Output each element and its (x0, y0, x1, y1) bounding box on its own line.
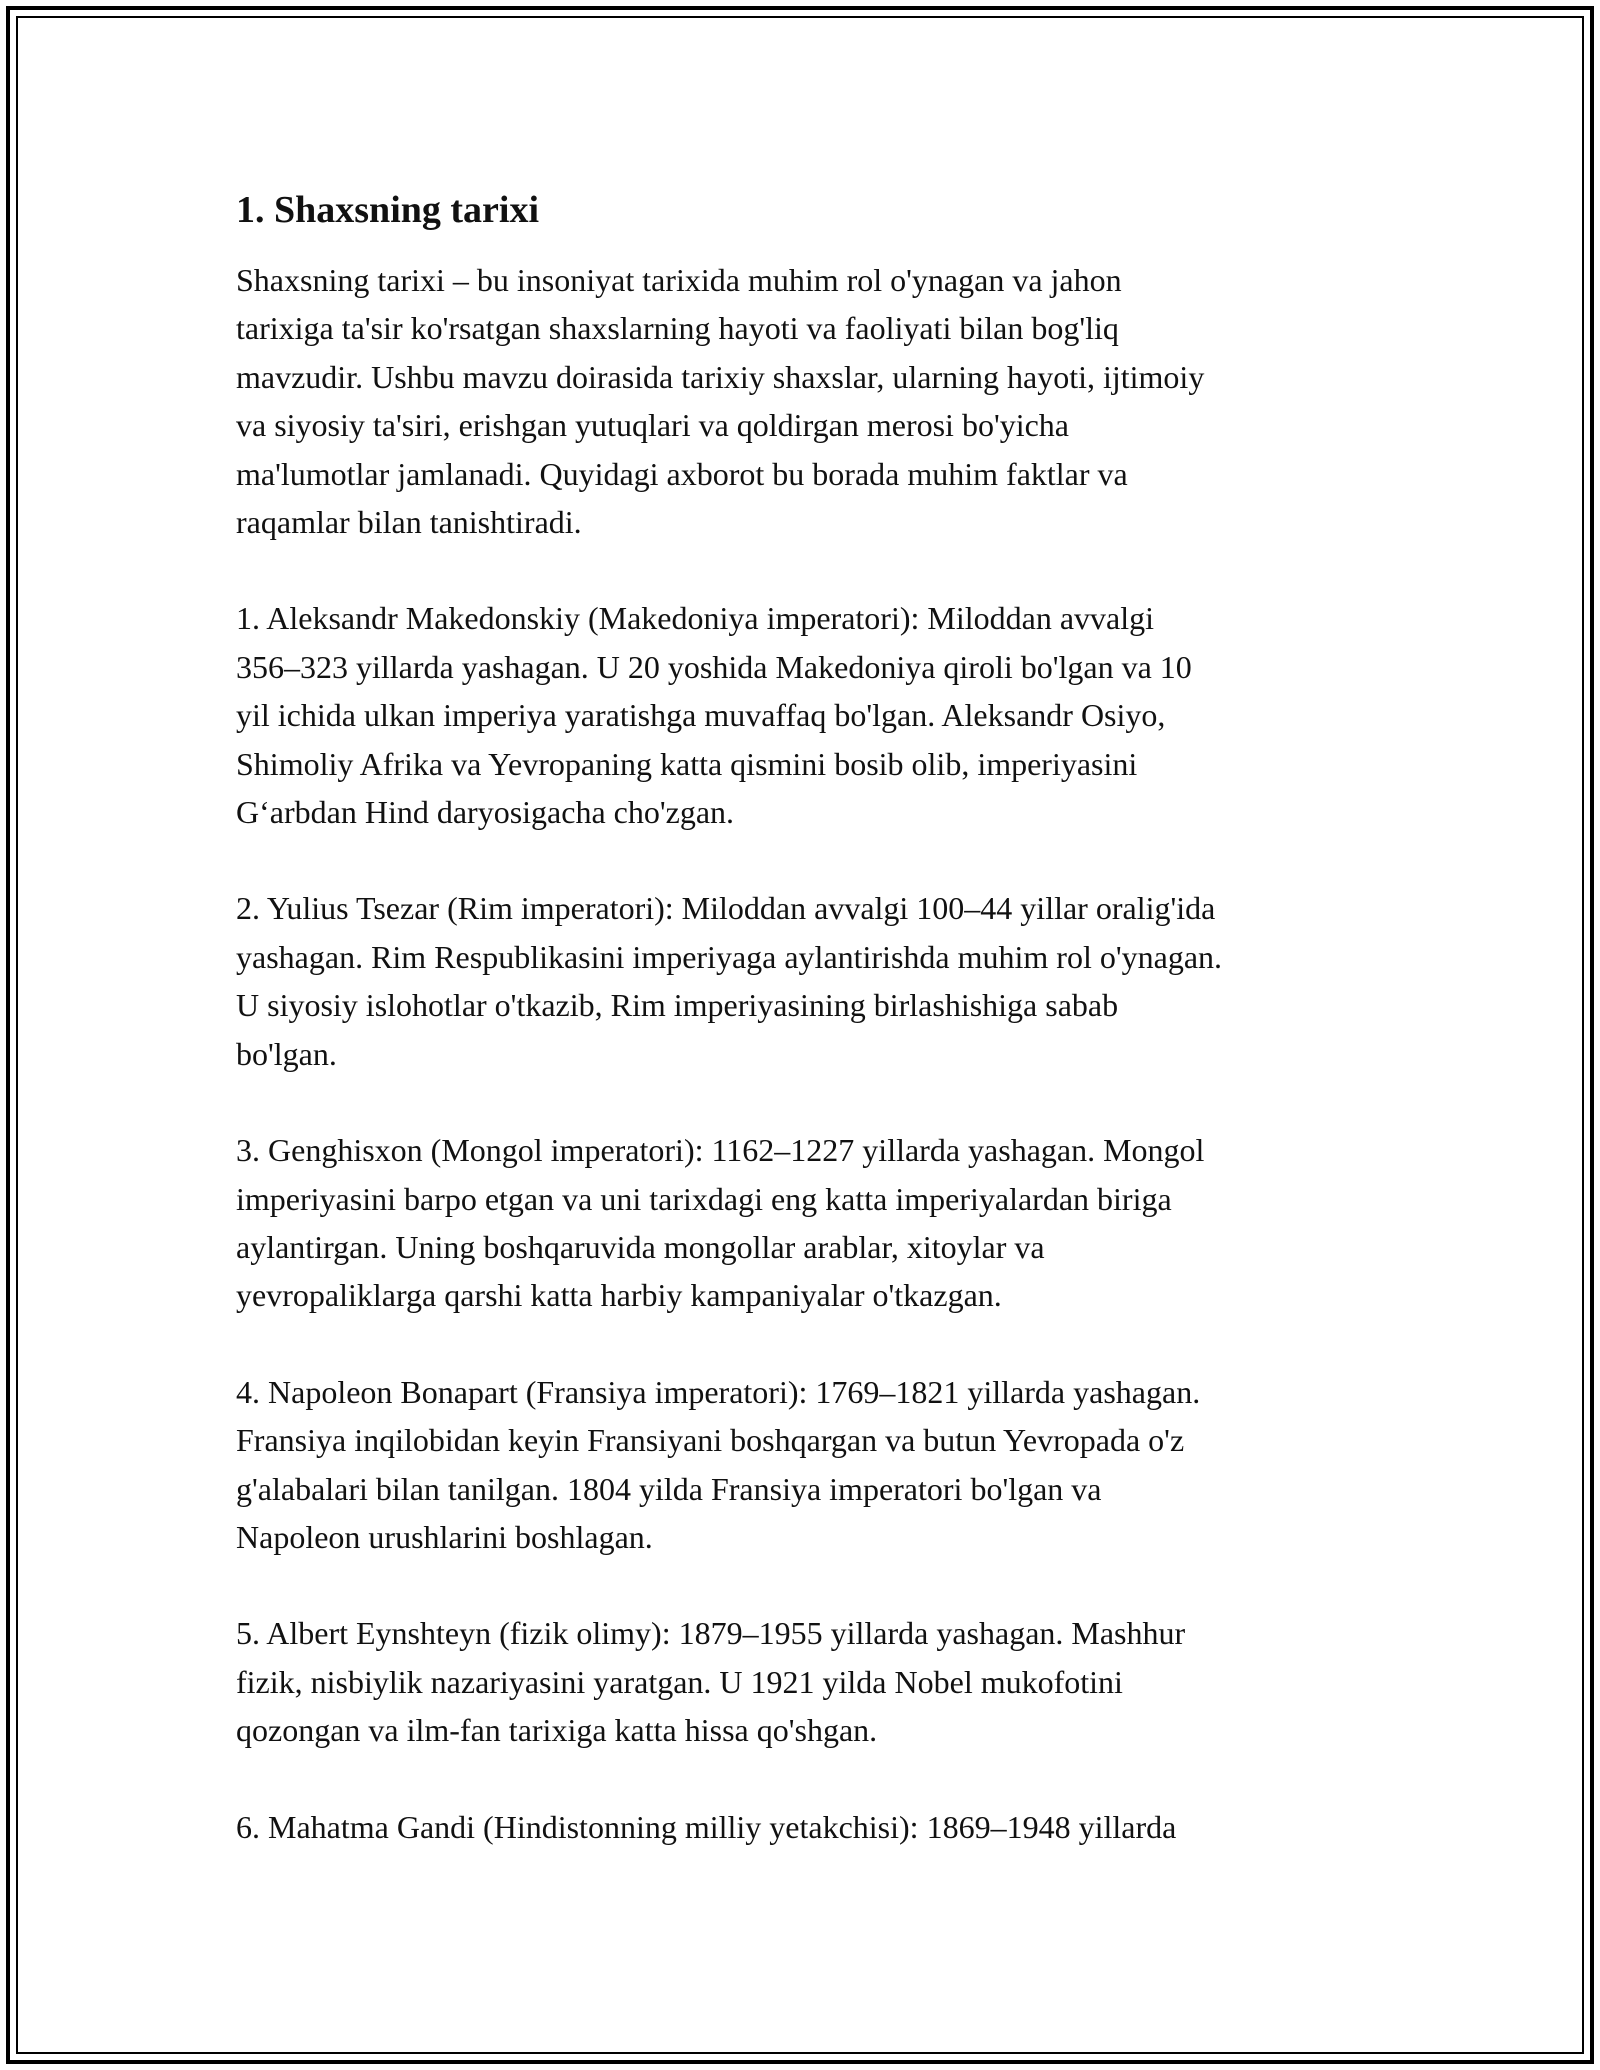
document-body (236, 186, 1376, 1851)
text-line: tarixiga ta'sir ko'rsatgan shaxslarning hayoti va faoliyati bilan bog'liq (236, 310, 1119, 347)
text-line: Shimoliy Afrika va Yevropaning katta qismini bosib olib, imperiyasini (236, 745, 1138, 782)
text-line: G‘arbdan Hind daryosigacha cho'zgan. (236, 794, 735, 831)
item-mahatma-gandi (236, 1803, 1376, 1851)
text-line: U siyosiy islohotlar o'tkazib, Rim imperiyasining birlashishiga sabab (236, 987, 1119, 1024)
text-line: aylantirgan. Uning boshqaruvida mongollar arablar, xitoylar va (236, 1228, 1045, 1265)
text-line: qozongan va ilm-fan tarixiga katta hissa qo'shgan. (236, 1712, 878, 1749)
item-genghisxon (236, 1126, 1376, 1320)
text-line: 1. Aleksandr Makedonskiy (Makedoniya imperatori): Miloddan avvalgi (236, 600, 1155, 637)
text-line: imperiyasini barpo etgan va uni tarixdagi eng katta imperiyalardan biriga (236, 1180, 1172, 1217)
text-line: 2. Yulius Tsezar (Rim imperatori): Miloddan avvalgi 100–44 yillar oralig'ida (236, 890, 1216, 927)
item-albert-eynshteyn (236, 1609, 1376, 1754)
text-line: raqamlar bilan tanishtiradi. (236, 504, 582, 541)
item-aleksandr-makedonskiy (236, 594, 1376, 836)
paragraph-list (236, 256, 1376, 1851)
text-line: yevropaliklarga qarshi katta harbiy kampaniyalar o'tkazgan. (236, 1277, 1002, 1314)
text-line: Napoleon urushlarini boshlagan. (236, 1518, 653, 1555)
text-line: Fransiya inqilobidan keyin Fransiyani boshqargan va butun Yevropada o'z (236, 1422, 1185, 1459)
text-line: 6. Mahatma Gandi (Hindistonning milliy yetakchisi): 1869–1948 yillarda (236, 1808, 1177, 1845)
text-line: 4. Napoleon Bonapart (Fransiya imperatori): 1769–1821 yillarda yashagan. (236, 1373, 1201, 1410)
text-line: fizik, nisbiylik nazariyasini yaratgan. U 1921 yilda Nobel mukofotini (236, 1663, 1123, 1700)
text-line: bo'lgan. (236, 1035, 337, 1072)
text-line: va siyosiy ta'siri, erishgan yutuqlari va qoldirgan merosi bo'yicha (236, 407, 1069, 444)
item-yulius-tsezar (236, 884, 1376, 1078)
text-line: mavzudir. Ushbu mavzu doirasida tarixiy shaxslar, ularning hayoti, ijtimoiy (236, 358, 1205, 395)
text-line: 5. Albert Eynshteyn (fizik olimy): 1879–1955 yillarda yashagan. Mashhur (236, 1615, 1186, 1652)
text-line: 356–323 yillarda yashagan. U 20 yoshida Makedoniya qiroli bo'lgan va 10 (236, 648, 1192, 685)
text-line: yashagan. Rim Respublikasini imperiyaga aylantirishda muhim rol o'ynagan. (236, 938, 1223, 975)
text-line: g'alabalari bilan tanilgan. 1804 yilda Fransiya imperatori bo'lgan va (236, 1470, 1102, 1507)
section-heading: 1. Shaxsning tarixi (236, 189, 540, 231)
text-line: ma'lumotlar jamlanadi. Quyidagi axborot bu borada muhim faktlar va (236, 455, 1128, 492)
intro-paragraph (236, 256, 1376, 546)
text-line: 3. Genghisxon (Mongol imperatori): 1162–1227 yillarda yashagan. Mongol (236, 1132, 1205, 1169)
item-napoleon-bonapart (236, 1368, 1376, 1562)
text-line: Shaxsning tarixi – bu insoniyat tarixida muhim rol o'ynagan va jahon (236, 262, 1122, 298)
text-line: yil ichida ulkan imperiya yaratishga muvaffaq bo'lgan. Aleksandr Osiyo, (236, 697, 1166, 734)
